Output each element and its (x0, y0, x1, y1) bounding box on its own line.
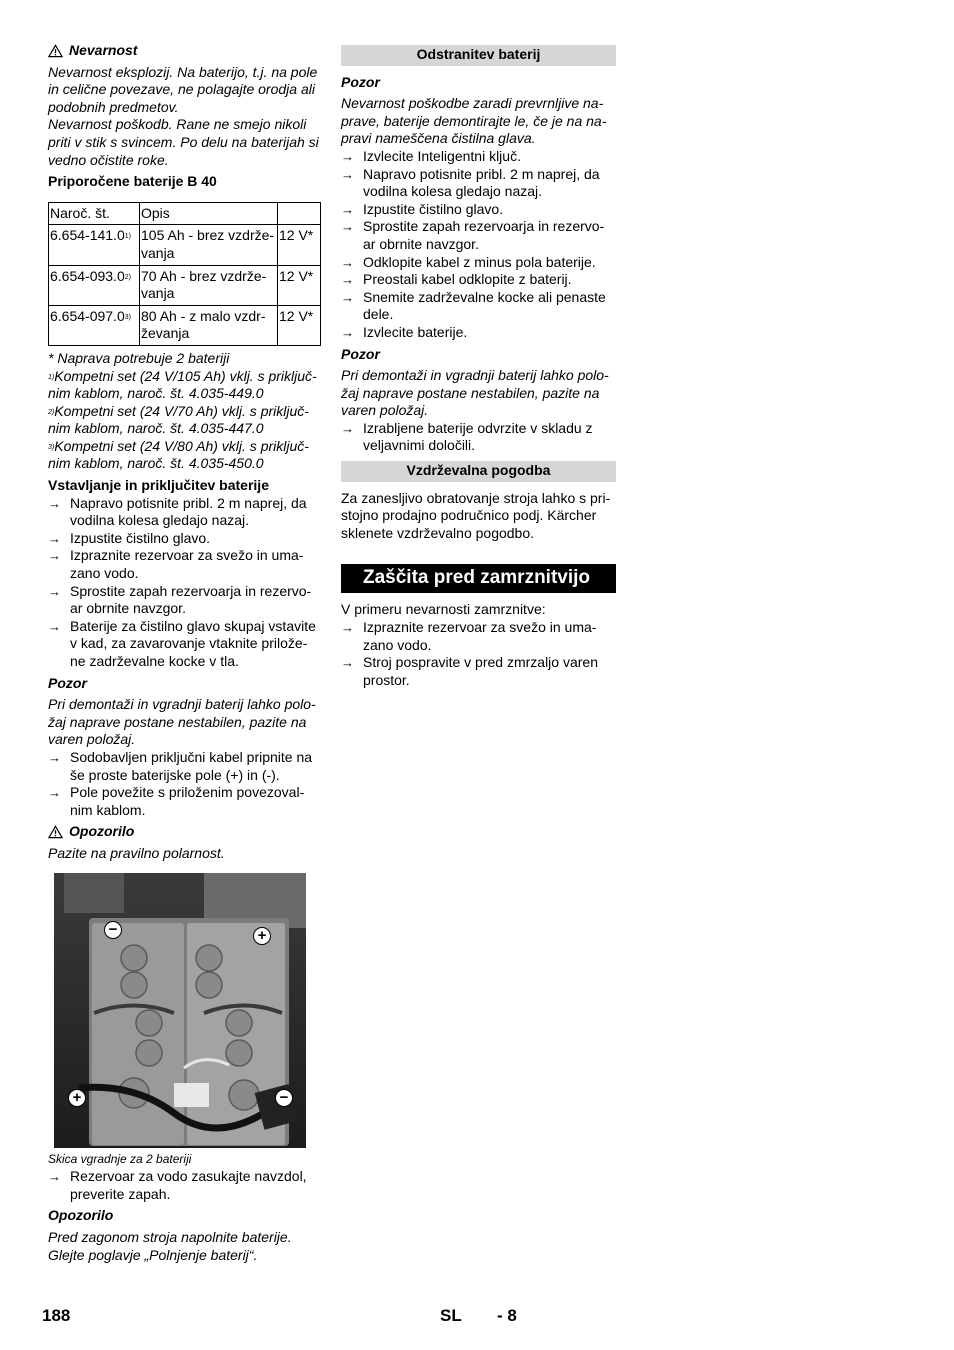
table-cell-order-no (49, 225, 140, 265)
caution1-text: Nevarnost poškodbe zaradi prevrnljive na-prave, baterije demontirajte le, če je na na-pravi nameščena čistilna glava. (341, 95, 607, 147)
caution-text: Pri demontaži in vgradnji baterij lahko polo-žaj naprave postane nestabilen, pazite na varen položaj. (48, 696, 316, 748)
step-text: Baterije za čistilno glavo skupaj vstavite v kad, za zavarovanje vtaknite prilože-ne zadrževalne kocke v tla. (70, 617, 316, 669)
arrow-icon: → (341, 166, 354, 182)
left-column (48, 42, 321, 1264)
sub-page-text: - 8 (497, 1306, 517, 1325)
arrow-icon: → (341, 289, 354, 305)
table-row (49, 265, 321, 305)
list-item (48, 618, 321, 671)
step-text: Izpraznite rezervoar za svežo in uma-zano vodo. (363, 619, 597, 653)
footnote-text: Kompetni set (24 V/105 Ah) vklj. s priključ-nim kablom, naroč. št. 4.035-449.0 (48, 367, 317, 402)
maintenance-text: Za zanesljivo obratovanje stroja lahko s pri-stojno prodajno područnico podj. Kärcher sklenete vzdrževalno pogodbo. (341, 489, 611, 541)
step-text: Pole povežite s priloženim povezoval-nim kablom. (70, 784, 305, 818)
list-item (341, 166, 616, 201)
list-item (48, 547, 321, 582)
minus-terminal-icon: − (104, 921, 122, 939)
caution1-heading: Pozor (341, 73, 380, 90)
step-text: Sodobavljen priključni kabel pripnite na še proste baterijske pole (+) in (-). (70, 748, 313, 783)
step-text: Izvlecite Inteligentni ključ. (363, 147, 521, 164)
list-item (341, 271, 616, 289)
footnote-text: Kompetni set (24 V/80 Ah) vklj. s priključ-nim kablom, naroč. št. 4.035-450.0 (48, 437, 309, 472)
danger-heading (48, 42, 321, 60)
warning2-text: Pred zagonom stroja napolnite baterije. Glejte poglavje „Polnjenje baterij“. (48, 1228, 292, 1263)
list-item (341, 254, 616, 272)
frost-chapter-title: Zaščita pred zamrznitvijo (341, 564, 616, 593)
list-item (341, 201, 616, 219)
footnote (48, 403, 321, 438)
battery-installation-photo (54, 873, 306, 1148)
step-text: Snemite zadrževalne kocke ali penaste dele. (363, 288, 606, 323)
arrow-icon: → (48, 785, 61, 801)
photo-caption: Skica vgradnje za 2 bateriji (48, 1151, 192, 1166)
order-no: 6.654-141.0 (50, 227, 125, 244)
table-header (278, 202, 321, 225)
danger-heading-text: Nevarnost (69, 42, 138, 58)
table-cell-desc: 80 Ah - z malo vzdr-ževanja (140, 305, 278, 345)
list-item (341, 420, 616, 455)
table-cell-desc: 105 Ah - brez vzdrže-vanja (140, 225, 278, 265)
table-cell-voltage: 12 V* (278, 225, 321, 265)
caution2-text: Pri demontaži in vgradnji baterij lahko polo-žaj naprave postane nestabilen, pazite na varen položaj. (341, 367, 609, 419)
step-text: Odklopite kabel z minus pola baterije. (363, 253, 596, 270)
danger-text-2: Nevarnost poškodb. Rane ne smejo nikoli priti v stik s svincem. Po delu na baterijah si vedno očistite roke. (48, 116, 319, 168)
battery-photo-drawing (54, 873, 306, 1148)
warning-text: Pazite na pravilno polarnost. (48, 844, 225, 861)
arrow-icon: → (48, 583, 61, 599)
warning-triangle-icon (48, 825, 63, 839)
step-text: Preostali kabel odklopite z baterij. (363, 271, 572, 288)
list-item (48, 530, 321, 548)
arrow-icon: → (48, 1169, 61, 1185)
step-text: Izrabljene baterije odvrzite v skladu z veljavnimi določili. (363, 419, 593, 454)
list-item (341, 148, 616, 166)
sub-page-number (497, 1306, 517, 1326)
footnote-mark: 3) (124, 313, 131, 321)
table-cell-order-no (49, 305, 140, 345)
language-code: SL (440, 1306, 462, 1325)
footnote-mark: 1) (124, 233, 131, 241)
caution2-heading: Pozor (341, 345, 380, 362)
list-item (48, 784, 321, 819)
step-text: Rezervoar za vodo zasukajte navzdol, preverite zapah. (70, 1168, 307, 1202)
list-item (341, 218, 616, 253)
removal-section-title: Odstranitev baterij (341, 45, 616, 66)
arrow-icon: → (48, 618, 61, 634)
arrow-icon: → (341, 420, 354, 436)
arrow-icon: → (341, 201, 354, 217)
arrow-icon: → (341, 254, 354, 270)
recommended-batteries-title: Priporočene baterije B 40 (48, 173, 217, 190)
footnote (48, 368, 321, 403)
frost-intro: V primeru nevarnosti zamrznitve: (341, 601, 546, 618)
footnote-text: Kompetni set (24 V/70 Ah) vklj. s priključ-nim kablom, naroč. št. 4.035-447.0 (48, 402, 309, 437)
list-item (48, 495, 321, 530)
table-cell-desc: 70 Ah - brez vzdrže-vanja (140, 265, 278, 305)
step-text: Stroj pospravite v pred zmrzaljo varen prostor. (363, 654, 598, 688)
list-item (341, 619, 616, 654)
arrow-icon: → (48, 530, 61, 546)
arrow-icon: → (341, 219, 354, 235)
list-item (341, 324, 616, 342)
right-column (341, 45, 616, 689)
arrow-icon: → (341, 620, 354, 636)
note-star: * Naprava potrebuje 2 bateriji (48, 349, 230, 366)
step-text: Izvlecite baterije. (363, 323, 468, 340)
warning2-heading: Opozorilo (48, 1207, 114, 1224)
table-cell-voltage: 12 V* (278, 265, 321, 305)
step-text: Napravo potisnite pribl. 2 m naprej, da vodilna kolesa gledajo nazaj. (70, 494, 307, 529)
warning-triangle-icon (48, 44, 63, 58)
maintenance-section-title: Vzdrževalna pogodba (341, 461, 616, 482)
warning-heading (48, 823, 321, 841)
order-no: 6.654-093.0 (50, 267, 125, 284)
step-text: Izpraznite rezervoar za svežo in uma-zano vodo. (70, 547, 304, 582)
danger-text-1: Nevarnost eksplozij. Na baterijo, t.j. na pole in celične povezave, ne polagajte orodja ali podobnih predmetov. (48, 63, 318, 115)
step-text: Izpustite čistilno glavo. (363, 200, 504, 217)
warning-heading-text: Opozorilo (69, 823, 135, 840)
plus-terminal-icon: + (253, 927, 271, 945)
footnote-mark: 2) (124, 273, 131, 281)
table-header: Naroč. št. (49, 202, 140, 225)
install-title: Vstavljanje in priključitev baterije (48, 477, 269, 494)
footnote-mark: 2) (48, 408, 55, 416)
footnote-mark: 3) (48, 443, 55, 451)
step-text: Izpustite čistilno glavo. (70, 529, 211, 546)
footnote-mark: 1) (48, 373, 55, 381)
caution-heading: Pozor (48, 674, 87, 691)
list-item (341, 289, 616, 324)
arrow-icon: → (341, 272, 354, 288)
arrow-icon: → (48, 495, 61, 511)
step-text: Napravo potisnite pribl. 2 m naprej, da vodilna kolesa gledajo nazaj. (363, 165, 600, 200)
battery-table (48, 202, 321, 346)
arrow-icon: → (341, 655, 354, 671)
table-cell-order-no (49, 265, 140, 305)
arrow-icon: → (48, 548, 61, 564)
arrow-icon: → (341, 148, 354, 164)
arrow-icon: → (341, 324, 354, 340)
list-item (48, 749, 321, 784)
order-no: 6.654-097.0 (50, 307, 125, 324)
arrow-icon: → (48, 749, 61, 765)
step-text: Sprostite zapah rezervoarja in rezervo-ar obrnite navzgor. (70, 582, 312, 617)
page-number: 188 (42, 1306, 71, 1325)
footnote (48, 438, 321, 473)
table-row (49, 225, 321, 265)
step-text: Sprostite zapah rezervoarja in rezervo-ar obrnite navzgor. (363, 218, 605, 252)
minus-terminal-icon: − (275, 1089, 293, 1107)
table-header-row (49, 202, 321, 225)
table-row (49, 305, 321, 345)
list-item (48, 583, 321, 618)
list-item (48, 1168, 321, 1203)
table-cell-voltage: 12 V* (278, 305, 321, 345)
list-item (341, 654, 616, 689)
plus-terminal-icon: + (68, 1089, 86, 1107)
table-header: Opis (140, 202, 278, 225)
